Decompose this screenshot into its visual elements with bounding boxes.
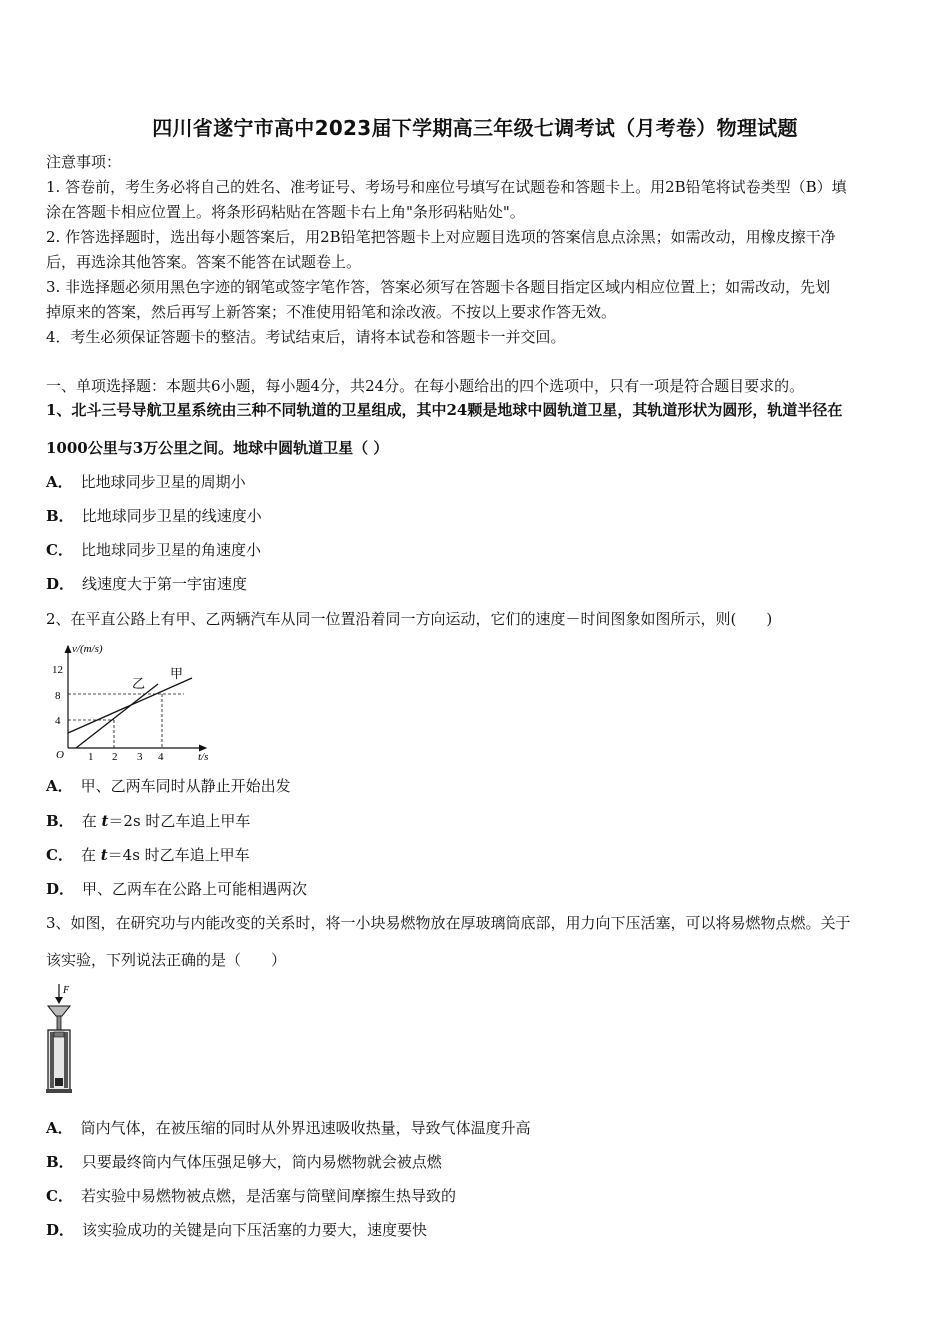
option-text: 筒内气体，在被压缩的同时从外界迅速吸收热量，导致气体温度升高 xyxy=(80,1119,531,1137)
x-tick-label: 4 xyxy=(158,751,164,763)
question-2-stem: 2、在平直公路上有甲、乙两辆汽车从同一位置沿着同一方向运动，它们的速度－时间图象如图所示，则( ) xyxy=(46,610,773,628)
origin-label: O xyxy=(56,749,64,761)
option-letter: C． xyxy=(46,1187,73,1205)
notice-line: 涂在答题卡相应位置上。将条形码粘贴在答题卡右上角"条形码粘贴处"。 xyxy=(46,203,525,221)
option-letter: B． xyxy=(46,812,74,830)
y-tick-label: 8 xyxy=(55,690,61,702)
question-1-option-b xyxy=(46,506,262,526)
notice-line: 后，再选涂其他答案。答案不能答在试题卷上。 xyxy=(46,253,362,271)
piston-head xyxy=(54,1032,64,1037)
x-tick-label: 3 xyxy=(137,751,143,763)
question-1-option-c xyxy=(46,540,261,560)
question-1-stem: 1000公里与3万公里之间。地球中圆轨道卫星（ ） xyxy=(46,439,389,457)
flammable-material xyxy=(55,1078,63,1086)
option-letter: D． xyxy=(46,575,75,593)
option-text-post: ＝4s 时乙车追上甲车 xyxy=(107,846,250,864)
question-2-option-c xyxy=(46,845,250,865)
page-title: 四川省遂宁市高中2023届下学期高三年级七调考试（月考卷）物理试题 xyxy=(152,116,798,140)
section-heading: 一、单项选择题：本题共6小题，每小题4分，共24分。在每小题给出的四个选项中，只有一项是符合题目要求的。 xyxy=(46,377,805,395)
notice-heading: 注意事项： xyxy=(46,153,122,171)
option-text: 线速度大于第一宇宙速度 xyxy=(82,575,248,593)
question-1-option-a xyxy=(46,472,246,492)
question-3-stem: 该实验，下列说法正确的是（ ） xyxy=(46,951,287,969)
y-tick-label: 4 xyxy=(55,715,61,727)
notice-line: 2. 作答选择题时，选出每小题答案后，用2B铅笔把答题卡上对应题目选项的答案信息点涂黑；如需改动，用橡皮擦干净 xyxy=(46,228,836,246)
tube-wall-shade xyxy=(64,1032,68,1088)
tube-base xyxy=(46,1089,72,1093)
notice-line: 4．考生必须保证答题卡的整洁。考试结束后，请将本试卷和答题卡一并交回。 xyxy=(46,328,566,346)
option-letter: A． xyxy=(46,1119,73,1137)
question-3-option-b xyxy=(46,1152,442,1172)
option-text: 只要最终筒内气体压强足够大，筒内易燃物就会被点燃 xyxy=(81,1153,442,1171)
option-letter: A． xyxy=(46,777,73,795)
option-text: 甲、乙两车在公路上可能相遇两次 xyxy=(82,880,308,898)
question-2-option-d xyxy=(46,879,307,899)
option-letter: D． xyxy=(46,1221,75,1239)
option-letter: A． xyxy=(46,473,73,491)
x-axis-label: t/s xyxy=(198,751,209,763)
question-3-option-a xyxy=(46,1118,531,1138)
series-line-jia xyxy=(68,678,192,733)
y-axis-label: v/(m/s) xyxy=(72,643,103,655)
velocity-time-graph xyxy=(46,636,216,770)
option-text-post: ＝2s 时乙车追上甲车 xyxy=(108,812,251,830)
notice-line: 掉原来的答案，然后再写上新答案；不准使用铅笔和涂改液。不按以上要求作答无效。 xyxy=(46,303,617,321)
option-letter: D． xyxy=(46,880,75,898)
glass-cylinder-figure xyxy=(40,982,80,1096)
force-arrow-head xyxy=(55,997,63,1004)
option-letter: B． xyxy=(46,507,74,525)
option-letter: C． xyxy=(46,541,73,559)
option-text-pre: 在 xyxy=(80,846,101,864)
series-line-yi xyxy=(76,684,158,748)
series-label-jia: 甲 xyxy=(170,666,184,681)
notice-line: 1. 答卷前，考生务必将自己的姓名、准考证号、考场号和座位号填写在试题卷和答题卡上。用2B铅笔将试卷类型（B）填 xyxy=(46,178,847,196)
question-1-option-d xyxy=(46,574,247,594)
y-tick-label: 12 xyxy=(52,664,63,676)
question-3-option-c xyxy=(46,1186,456,1206)
option-letter: B． xyxy=(46,1153,74,1171)
variable-t: t xyxy=(101,812,109,830)
option-text: 该实验成功的关键是向下压活塞的力要大，速度要快 xyxy=(82,1221,428,1239)
question-2-option-b xyxy=(46,811,250,831)
option-letter: C． xyxy=(46,846,73,864)
x-tick-label: 2 xyxy=(112,751,118,763)
option-text: 比地球同步卫星的角速度小 xyxy=(80,541,261,559)
variable-t: t xyxy=(100,846,108,864)
tube-wall-shade xyxy=(50,1032,54,1088)
option-text: 比地球同步卫星的周期小 xyxy=(80,473,246,491)
question-3-stem: 3、如图，在研究功与内能改变的关系时，将一小块易燃物放在厚玻璃筒底部，用力向下压活塞，可以将易燃物点燃。关于 xyxy=(46,914,851,932)
series-label-yi: 乙 xyxy=(132,676,146,691)
option-text: 比地球同步卫星的线速度小 xyxy=(81,507,262,525)
x-tick-label: 1 xyxy=(88,751,94,763)
piston-handle xyxy=(48,1006,70,1016)
question-2-option-a xyxy=(46,776,291,796)
option-text: 甲、乙两车同时从静止开始出发 xyxy=(80,777,291,795)
option-text: 若实验中易燃物被点燃，是活塞与筒壁间摩擦生热导致的 xyxy=(80,1187,456,1205)
question-3-option-d xyxy=(46,1220,427,1240)
option-text-pre: 在 xyxy=(81,812,102,830)
force-label: F xyxy=(63,985,70,996)
notice-line: 3. 非选择题必须用黑色字迹的钢笔或签字笔作答，答案必须写在答题卡各题目指定区域内相应位置上；如需改动，先划 xyxy=(46,278,831,296)
question-1-stem: 1、北斗三号导航卫星系统由三种不同轨道的卫星组成，其中24颗是地球中圆轨道卫星，其轨道形状为圆形，轨道半径在 xyxy=(46,401,843,419)
